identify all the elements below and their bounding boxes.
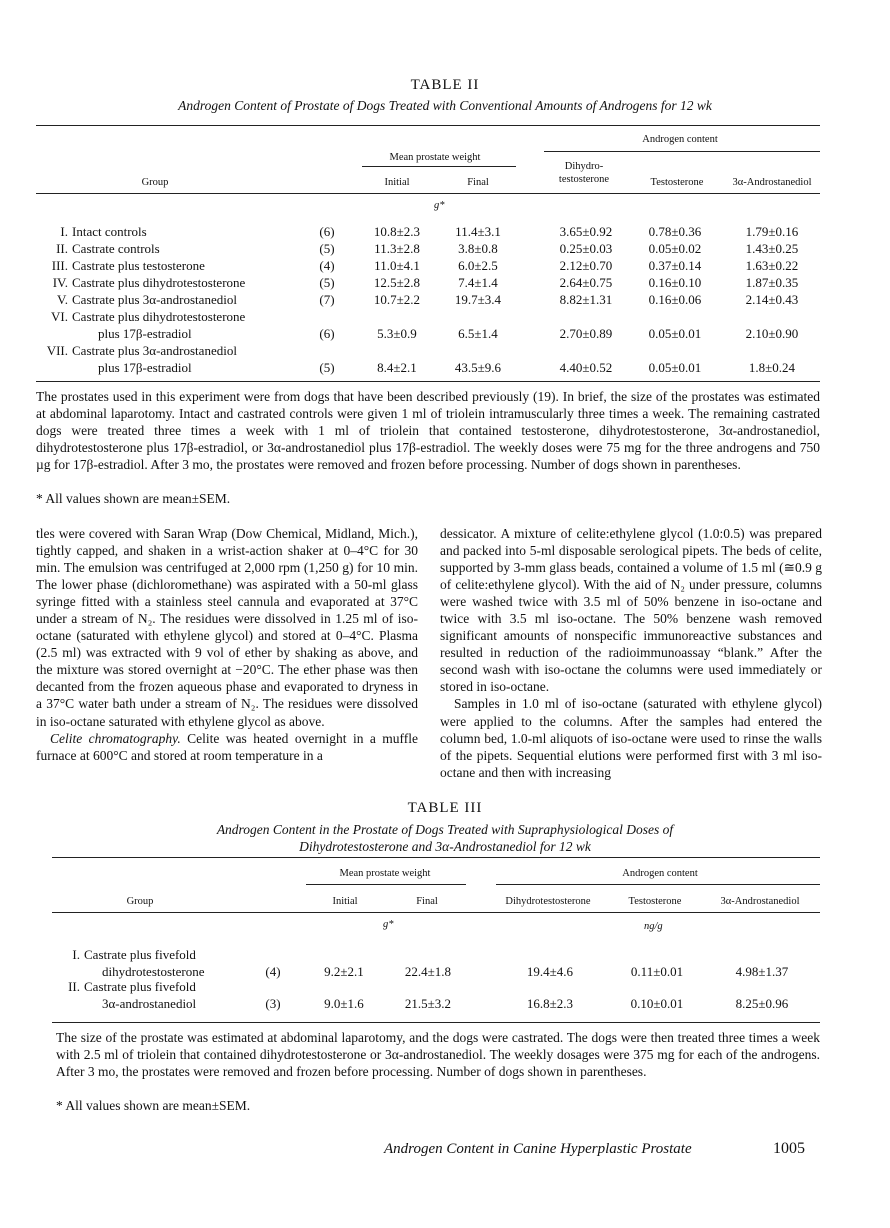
- row-final-weight: 11.4±3.1: [455, 224, 501, 239]
- row-final-weight: 6.5±1.4: [458, 326, 498, 341]
- row-final-weight: 19.7±3.4: [454, 292, 502, 307]
- row-dht-value: 2.64±0.75: [559, 275, 613, 290]
- table3-androgen-content-header: Androgen content: [622, 868, 698, 879]
- row-androstanediol-value: 1.79±0.16: [745, 224, 799, 239]
- table3-label: TABLE III: [407, 800, 483, 816]
- body-left-paragraph-2: [36, 730, 418, 764]
- table2-final-header: Final: [467, 177, 489, 188]
- table2-initial-header: Initial: [384, 177, 410, 188]
- row-initial-weight: 11.0±4.1: [374, 258, 420, 273]
- row-testosterone-value: 0.10±0.01: [630, 996, 684, 1011]
- running-title: Androgen Content in Canine Hyperplastic Prostate: [384, 1141, 692, 1157]
- row-initial-weight: 10.7±2.2: [373, 292, 421, 307]
- row-group-label: Castrate plus 3α-androstanediol: [72, 343, 237, 358]
- row-numeral: V.: [57, 292, 68, 307]
- table2-note: The prostates used in this experiment were from dogs that have been described previously (19). In brief, the size of the prostates was estimated at abdominal laparotomy. Intact and castrated controls were given 1 ml of triolein intramuscularly three times a week. The remaining castrated dogs were treated three times a week with 1 ml of triolein that contained testosterone, dihydrotestosterone, 3α-androstanediol, dihydrotestosterone plus 17β-estradiol, or 3α-androstanediol plus 17β-estradiol. The weekly doses were 75 mg for the three androgens and 750 µg for 17β-estradiol. After 3 mo, the prostates were removed and frozen before processing. Number of dogs shown in parentheses.: [36, 389, 820, 472]
- row-testosterone-value: 0.16±0.10: [648, 275, 702, 290]
- table2-testosterone-header: Testosterone: [650, 177, 704, 188]
- row-group-label-continued: plus 17β-estradiol: [98, 360, 192, 375]
- table3-androgen-subrule: [496, 884, 820, 885]
- row-androstanediol-value: 1.43±0.25: [745, 241, 799, 256]
- row-group-label: Intact controls: [72, 224, 147, 239]
- table3-testosterone-header: Testosterone: [628, 896, 682, 907]
- table3-final-header: Final: [416, 896, 438, 907]
- row-dog-count: (7): [319, 292, 335, 307]
- table3-unit-weight: g*: [383, 919, 394, 930]
- row-numeral: I.: [72, 947, 80, 962]
- row-dog-count: (6): [319, 224, 335, 239]
- row-dog-count: (4): [319, 258, 335, 273]
- row-numeral: II.: [56, 241, 68, 256]
- row-dht-value: 19.4±4.6: [526, 964, 574, 979]
- row-dht-value: 2.12±0.70: [559, 258, 613, 273]
- row-dht-value: 4.40±0.52: [559, 360, 613, 375]
- table2-label: TABLE II: [410, 77, 480, 93]
- row-dog-count: (6): [319, 326, 335, 341]
- row-numeral: I.: [60, 224, 68, 239]
- table2-unit-weight: g*: [434, 200, 445, 211]
- page-number: 1005: [773, 1140, 805, 1157]
- row-final-weight: 6.0±2.5: [458, 258, 498, 273]
- row-group-label: Castrate plus dihydrotestosterone: [72, 275, 246, 290]
- row-testosterone-value: 0.05±0.01: [648, 360, 702, 375]
- row-dht-value: 0.25±0.03: [559, 241, 613, 256]
- table2-group-header: Group: [141, 177, 169, 188]
- row-final-weight: 7.4±1.4: [458, 275, 498, 290]
- table3-initial-header: Initial: [332, 896, 358, 907]
- body-right-column: [440, 525, 822, 781]
- row-androstanediol-value: 8.25±0.96: [735, 996, 789, 1011]
- row-dht-value: 3.65±0.92: [559, 224, 613, 239]
- table3-note: The size of the prostate was estimated at abdominal laparotomy, and the dogs were castrated. The dogs were then treated three times a week with 2.5 ml of triolein that contained dihydrotestosterone or 3α-androstanediol. The weekly dosages were 375 mg for each of the androgens. After 3 mo, the prostates were removed and frozen before processing. Number of dogs shown in parentheses.: [56, 1030, 820, 1079]
- row-numeral: II.: [68, 979, 80, 994]
- row-dog-count: (5): [319, 360, 335, 375]
- table3-unit-content: ng/g: [644, 921, 663, 932]
- section-heading-celite: Celite chromatography.: [50, 730, 181, 746]
- row-androstanediol-value: 1.63±0.22: [745, 258, 799, 273]
- row-numeral: VI.: [51, 309, 68, 324]
- table2-top-rule: [36, 125, 820, 126]
- row-testosterone-value: 0.37±0.14: [648, 258, 702, 273]
- table2-bottom-rule: [36, 381, 820, 382]
- table2-caption: Androgen Content of Prostate of Dogs Treated with Conventional Amounts of Androgens for 12 wk: [178, 98, 712, 113]
- row-final-weight: 3.8±0.8: [458, 241, 498, 256]
- row-group-label-continued: 3α-androstanediol: [102, 996, 197, 1011]
- row-initial-weight: 9.2±2.1: [324, 964, 364, 979]
- row-testosterone-value: 0.05±0.01: [648, 326, 702, 341]
- row-dht-value: 8.82±1.31: [559, 292, 613, 307]
- row-dog-count: (4): [265, 964, 281, 979]
- body-left-paragraph-1: tles were covered with Saran Wrap (Dow Chemical, Midland, Mich.), tightly capped, and shaken in a wrist-action shaker at 0–4°C for 30 min. The emulsion was centrifuged at 2,000 rpm (1,250 g) for 10 min. The lower phase (dichloromethane) was aspirated with a 50-ml glass syringe fitted with a stainless steel cannula and evaporated at 37°C under a stream of N₂. The residues were dissolved in 1.25 ml of iso-octane (saturated with ethylene glycol) and stored at 0–4°C. Plasma (2.5 ml) was extracted with 9 vol of ether by shaking as above, and the mixture was stored overnight at −20°C. The ether phase was then decanted from the frozen aqueous phase and evaporated to dryness in a 37°C water bath under a stream of N₂. The residues were dissolved in iso-octane saturated with ethylene glycol as above.: [36, 526, 418, 729]
- row-initial-weight: 5.3±0.9: [377, 326, 417, 341]
- table2-androgen-subrule: [544, 151, 820, 152]
- table3-weight-subrule: [306, 884, 466, 885]
- table3-androstanediol-header: 3α-Androstanediol: [720, 896, 800, 907]
- table3-top-rule: [52, 857, 820, 858]
- row-group-label: Castrate plus 3α-androstanediol: [72, 292, 237, 307]
- row-initial-weight: 9.0±1.6: [324, 996, 364, 1011]
- table2-mean-weight-header: Mean prostate weight: [389, 152, 481, 163]
- table2-androstanediol-header: 3α-Androstanediol: [732, 177, 812, 188]
- table3-dht-header: Dihydrotestosterone: [505, 896, 591, 907]
- row-initial-weight: 10.8±2.3: [373, 224, 421, 239]
- row-group-label: Castrate plus fivefold: [84, 979, 196, 994]
- row-final-weight: 21.5±3.2: [404, 996, 452, 1011]
- row-androstanediol-value: 1.8±0.24: [748, 360, 796, 375]
- row-testosterone-value: 0.16±0.06: [648, 292, 702, 307]
- row-initial-weight: 12.5±2.8: [373, 275, 421, 290]
- row-group-label: Castrate controls: [72, 241, 160, 256]
- row-dog-count: (3): [265, 996, 281, 1011]
- row-androstanediol-value: 1.87±0.35: [745, 275, 799, 290]
- table2-footnote: * All values shown are mean±SEM.: [36, 491, 231, 506]
- row-group-label: Castrate plus dihydrotestosterone: [72, 309, 246, 324]
- row-testosterone-value: 0.78±0.36: [648, 224, 702, 239]
- row-numeral: III.: [51, 258, 68, 273]
- body-left-column: [36, 525, 418, 764]
- row-final-weight: 22.4±1.8: [404, 964, 452, 979]
- row-dog-count: (5): [319, 275, 335, 290]
- table3-header-rule: [52, 912, 820, 913]
- table3-caption-line2: Dihydrotestosterone and 3α-Androstanediol for 12 wk: [299, 839, 591, 854]
- body-right-paragraph-1: dessicator. A mixture of celite:ethylene glycol (1.0:0.5) was prepared and packed into 5-ml disposable serological pipets. The beds of celite, supported by 3-mm glass beads, contained a volume of 1.5 ml (≅0.9 g of celite:ethylene glycol). With the aid of N₂ under pressure, columns were washed twice with 3.5 ml of 50% benzene in iso-octane and twice with 3.5 ml iso-octane. The 50% benzene wash removed significant amounts of nonspecific immunoreactive substances and resulted in reduction of the radioimmunoassay “blank.” After the second wash with iso-octane the columns were used immediately or stored in iso-octane.: [440, 526, 822, 695]
- row-numeral: VII.: [46, 343, 68, 358]
- row-androstanediol-value: 2.10±0.90: [745, 326, 799, 341]
- row-dht-value: 2.70±0.89: [559, 326, 613, 341]
- table2-header-rule: [36, 193, 820, 194]
- row-group-label-continued: plus 17β-estradiol: [98, 326, 192, 341]
- row-group-label-continued: dihydrotestosterone: [102, 964, 205, 979]
- row-dht-value: 16.8±2.3: [526, 996, 574, 1011]
- table3-group-header: Group: [126, 896, 154, 907]
- row-testosterone-value: 0.11±0.01: [630, 964, 684, 979]
- row-group-label: Castrate plus fivefold: [84, 947, 196, 962]
- table3-footnote: * All values shown are mean±SEM.: [56, 1098, 251, 1113]
- row-androstanediol-value: 2.14±0.43: [745, 292, 799, 307]
- body-right-paragraph-2: Samples in 1.0 ml of iso-octane (saturated with ethylene glycol) were applied to the columns. After the samples had entered the column bed, 1.0-ml aliquots of iso-octane were used to rinse the walls of the pipets. Sequential elutions were performed first with 3 ml iso-octane and then with increasing: [440, 696, 822, 780]
- row-group-label: Castrate plus testosterone: [72, 258, 205, 273]
- body-left-paragraph-2-text: Celite was heated overnight in a muffle furnace at 600°C and stored at room temperature in a: [36, 730, 418, 763]
- table3-bottom-rule: [52, 1022, 820, 1023]
- row-androstanediol-value: 4.98±1.37: [735, 964, 789, 979]
- row-initial-weight: 11.3±2.8: [374, 241, 420, 256]
- row-initial-weight: 8.4±2.1: [377, 360, 417, 375]
- table3-mean-weight-header: Mean prostate weight: [339, 868, 431, 879]
- row-numeral: IV.: [52, 275, 68, 290]
- table3-caption-line1: Androgen Content in the Prostate of Dogs Treated with Supraphysiological Doses of: [216, 822, 674, 837]
- row-final-weight: 43.5±9.6: [454, 360, 502, 375]
- row-dog-count: (5): [319, 241, 335, 256]
- row-testosterone-value: 0.05±0.02: [648, 241, 702, 256]
- table2-weight-subrule: [362, 166, 516, 167]
- table2-dht-header: Dihydro- testosterone: [558, 161, 610, 185]
- table2-androgen-content-header: Androgen content: [642, 134, 718, 145]
